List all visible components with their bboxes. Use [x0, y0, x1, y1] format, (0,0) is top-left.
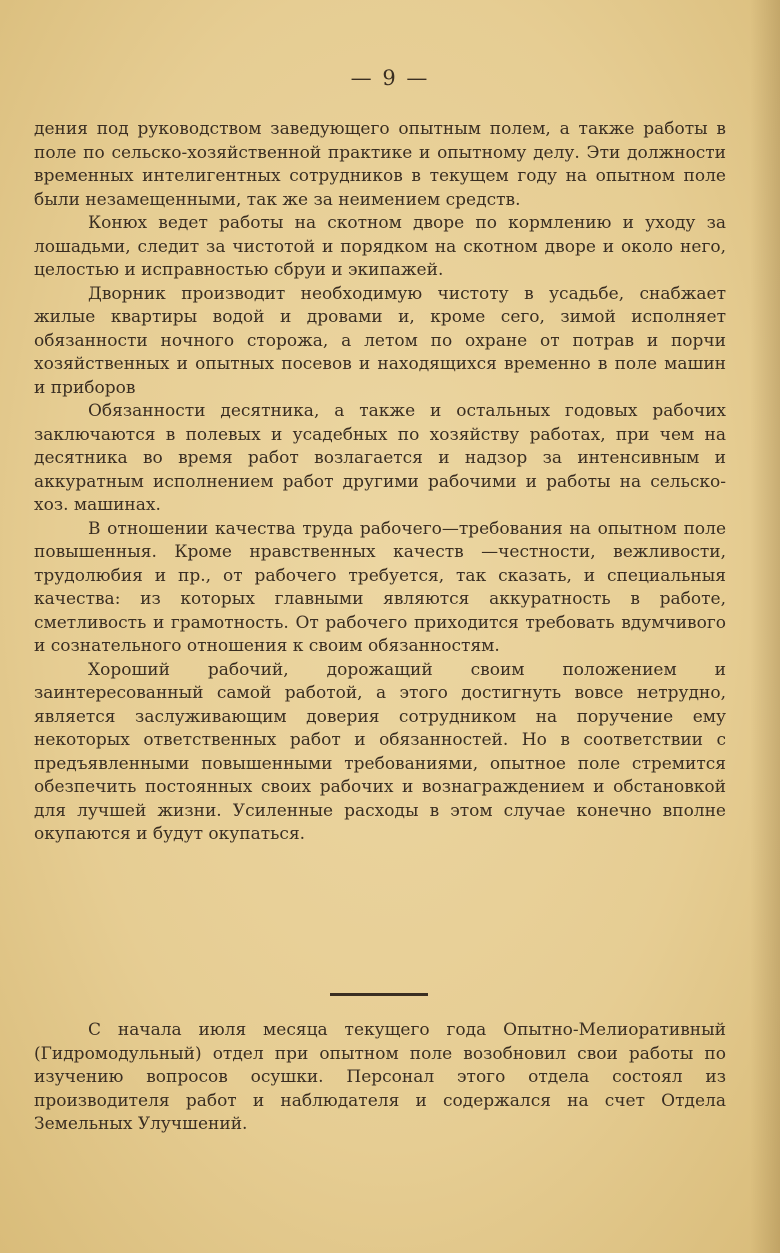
- page-edge-shadow: [750, 0, 780, 1253]
- section-divider: [330, 993, 428, 996]
- paragraph-2: Конюх ведет работы на скотном дворе по кормлению и уходу за лошадьми, следит за чистотой и порядком на скотном дворе и около него, целостью и исправностью сбруи и экипажей.: [34, 213, 726, 280]
- paragraph-5: В отношении качества труда рабочего—требования на опытном поле повышенныя. Кроме нравственных качеств —честности, вежливости, трудолюбия и пр., от рабочего требуется, так сказать, и специальныя качества: из которых главными являются аккуратность в работе, сметливость и грамотность. От рабочего приходится требовать вдумчивого и сознательного отношения к своим обязанностям.: [34, 518, 726, 656]
- main-text: [34, 118, 726, 847]
- paragraph-6: Хороший рабочий, дорожащий своим положением и заинтересованный самой работой, а этого достигнуть вовсе нетрудно, является заслуживающим доверия сотрудником на поручение ему некоторых ответственных работ и обязанностей. Но в соответствии с предъявленными повышенными требованиями, опытное поле стремится обезпечить постоянных своих рабочих и вознаграждением и обстановкой для лучшей жизни. Усиленные расходы в этом случае конечно вполне окупаются и будут окупаться.: [34, 659, 726, 844]
- section-2-text: [34, 1019, 726, 1137]
- paragraph-3: Дворник производит необходимую чистоту в усадьбе, снабжает жилые квартиры водой и дровами и, кроме сего, зимой исполняет обязанности ночного сторожа, а летом по охране от потрав и порчи хозяйственных и опытных посевов и находящихся временно в поле машин и приборов: [34, 283, 726, 398]
- page-number: — 9 —: [350, 66, 430, 90]
- section-2-paragraph: С начала июля месяца текущего года Опытно-Мелиоративный (Гидромодульный) отдел при опытном поле возобновил свои работы по изучению вопросов осушки. Персонал этого отдела состоял из производителя работ и наблюдателя и содержался на счет Отдела Земельных Улучшений.: [34, 1020, 726, 1134]
- paragraph-1: дения под руководством заведующего опытным полем, а также работы в поле по сельско-хозяйственной практике и опытному делу. Эти должности временных интелигентных сотрудников в текущем году на опытном поле были незамещенными, так же за неимением средств.: [34, 119, 726, 210]
- paragraph-4: Обязанности десятника, а также и остальных годовых рабочих заключаются в полевых и усадебных по хозяйству работах, при чем на десятника во время работ возлагается и надзор за интенсивным и аккуратным исполнением работ другими рабочими и работы на сельско-хоз. машинах.: [34, 401, 726, 515]
